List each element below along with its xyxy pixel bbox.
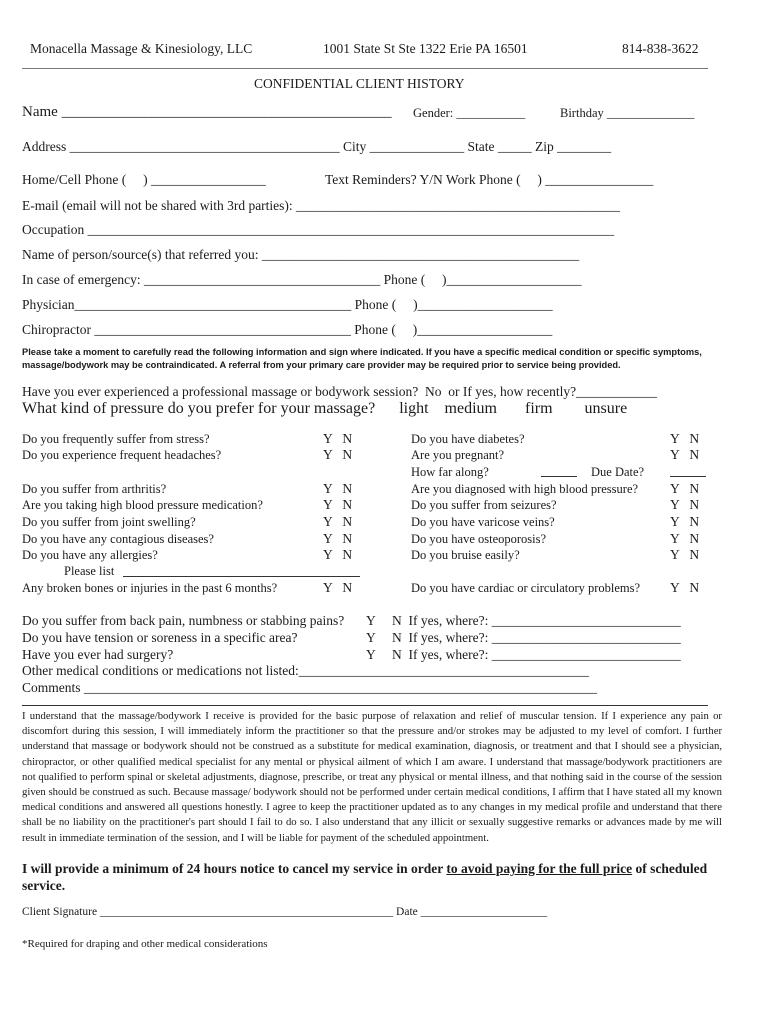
question-arthritis: Do you suffer from arthritis? bbox=[22, 482, 167, 496]
how-far-line[interactable] bbox=[541, 476, 577, 477]
question-back-pain: Do you suffer from back pain, numbness or stabbing pains? bbox=[22, 613, 345, 628]
question-due-date: Due Date? bbox=[591, 465, 645, 479]
cancellation-emphasis: to avoid paying for the full price bbox=[446, 861, 633, 876]
header-divider bbox=[22, 68, 708, 69]
allergies-list-label: Please list bbox=[64, 564, 115, 578]
address-field[interactable]: Address ________________________________________ City ______________ State _____ Zip ________ bbox=[22, 139, 612, 154]
yn-bp-medication[interactable]: Y N bbox=[323, 497, 353, 512]
question-how-far: How far along? bbox=[411, 465, 489, 479]
yn-varicose[interactable]: Y N bbox=[670, 514, 700, 529]
chiropractor-field[interactable]: Chiropractor ______________________________________ Phone ( )____________________ bbox=[22, 322, 553, 337]
home-phone-field[interactable]: Home/Cell Phone ( ) _________________ bbox=[22, 172, 266, 187]
footnote: *Required for draping and other medical considerations bbox=[22, 938, 268, 950]
cancellation-policy: I will provide a minimum of 24 hours notice to cancel my service in order to avoid paying for the full price of scheduled service. bbox=[22, 861, 708, 893]
question-high-bp: Are you diagnosed with high blood pressure? bbox=[411, 482, 639, 496]
question-allergies: Do you have any allergies? bbox=[22, 548, 158, 562]
question-osteoporosis: Do you have osteoporosis? bbox=[411, 532, 547, 546]
emergency-field[interactable]: In case of emergency: ___________________________________ Phone ( )____________________ bbox=[22, 272, 582, 287]
other-conditions-field[interactable]: Other medical conditions or medications not listed:___________________________________________ bbox=[22, 663, 589, 678]
text-reminders-field[interactable]: Text Reminders? Y/N Work Phone ( ) ________________ bbox=[325, 172, 654, 187]
allergies-list-line[interactable] bbox=[123, 576, 360, 577]
if-yes-surgery[interactable]: N If yes, where?: ____________________________ bbox=[392, 647, 681, 662]
comments-line[interactable] bbox=[22, 705, 708, 706]
prior-massage-question[interactable]: Have you ever experienced a professional massage or bodywork session? No or If yes, how recently?____________ bbox=[22, 384, 658, 399]
yn-allergies[interactable]: Y N bbox=[323, 547, 353, 562]
question-surgery: Have you ever had surgery? bbox=[22, 647, 174, 662]
question-bp-medication: Are you taking high blood pressure medication? bbox=[22, 498, 263, 512]
name-field[interactable]: Name ____________________________________________ bbox=[22, 104, 392, 120]
question-stress: Do you frequently suffer from stress? bbox=[22, 432, 210, 446]
business-address: 1001 State St Ste 1322 Erie PA 16501 bbox=[323, 41, 528, 56]
yn-seizures[interactable]: Y N bbox=[670, 497, 700, 512]
if-yes-back-pain[interactable]: N If yes, where?: ____________________________ bbox=[392, 613, 681, 628]
yn-high-bp[interactable]: Y N bbox=[670, 481, 700, 496]
question-varicose: Do you have varicose veins? bbox=[411, 515, 555, 529]
yn-pregnant[interactable]: Y N bbox=[670, 447, 700, 462]
yn-stress[interactable]: Y N bbox=[323, 431, 353, 446]
business-phone: 814-838-3622 bbox=[622, 41, 699, 56]
form-title: CONFIDENTIAL CLIENT HISTORY bbox=[254, 76, 465, 91]
question-joint-swelling: Do you suffer from joint swelling? bbox=[22, 515, 196, 529]
question-tension: Do you have tension or soreness in a specific area? bbox=[22, 630, 298, 645]
if-yes-tension[interactable]: N If yes, where?: ____________________________ bbox=[392, 630, 681, 645]
yn-bruise[interactable]: Y N bbox=[670, 547, 700, 562]
occupation-field[interactable]: Occupation ______________________________________________________________________________ bbox=[22, 222, 615, 237]
question-bruise: Do you bruise easily? bbox=[411, 548, 520, 562]
yn-joint-swelling[interactable]: Y N bbox=[323, 514, 353, 529]
question-pregnant: Are you pregnant? bbox=[411, 448, 505, 462]
referred-field[interactable]: Name of person/source(s) that referred you: _______________________________________________ bbox=[22, 247, 580, 262]
yn-contagious[interactable]: Y N bbox=[323, 531, 353, 546]
pressure-question[interactable]: What kind of pressure do you prefer for your massage? light medium firm unsure bbox=[22, 400, 628, 417]
due-date-line[interactable] bbox=[670, 476, 706, 477]
question-diabetes: Do you have diabetes? bbox=[411, 432, 525, 446]
medical-notice: Please take a moment to carefully read the following information and sign where indicated. If you have a specific medical condition or specific symptoms, massage/bodywork may be contraindicated. A referral from your primary care provider may be required prior to service being provided. bbox=[22, 347, 702, 370]
gender-field[interactable]: Gender: ___________ bbox=[413, 106, 526, 120]
question-cardiac: Do you have cardiac or circulatory problems? bbox=[411, 581, 641, 595]
comments-field[interactable]: Comments ____________________________________________________________________________ bbox=[22, 680, 597, 695]
yn-headaches[interactable]: Y N bbox=[323, 447, 353, 462]
question-headaches: Do you experience frequent headaches? bbox=[22, 448, 222, 462]
physician-field[interactable]: Physician_________________________________________ Phone ( )____________________ bbox=[22, 297, 553, 312]
yn-diabetes[interactable]: Y N bbox=[670, 431, 700, 446]
signature-field[interactable]: Client Signature ___________________________________________________ Date ______________________ bbox=[22, 906, 548, 918]
yn-osteoporosis[interactable]: Y N bbox=[670, 531, 700, 546]
question-broken-bones: Any broken bones or injuries in the past 6 months? bbox=[22, 581, 278, 595]
birthday-field[interactable]: Birthday ______________ bbox=[560, 106, 695, 120]
yn-cardiac[interactable]: Y N bbox=[670, 580, 700, 595]
yn-broken-bones[interactable]: Y N bbox=[323, 580, 353, 595]
question-seizures: Do you suffer from seizures? bbox=[411, 498, 557, 512]
consent-paragraph: I understand that the massage/bodywork I receive is provided for the basic purpose of relaxation and relief of muscular tension. If I experience any pain or discomfort during this session, I will immediately inform the practitioner so that the pressure and/or strokes may be adjusted to my level of comfort. I further understand that massage or bodywork should not be construed as a substitute for medical examination, diagnosis, or treatment and that I should see a physician, chiropractor, or other qualified medical specialist for any mental or physical ailment of which I am aware. I understand that massage/bodywork practitioners are not qualified to perform spinal or skeletal adjustments, diagnose, prescribe, or treat any physical or mental illness, and that nothing said in the course of the session given should be construed as such. Because massage/ bodywork should not be performed under certain medical conditions, I affirm that I have stated all my known medical conditions and answered all questions honestly. I agree to keep the practitioner updated as to any changes in my medical profile and understand that there shall be no liability on the practitioner's part should I fail to do so. I also understand that any illicit or sexually suggestive remarks or advances made by me will result in immediate termination of the session, and I will be liable for payment of the scheduled appointment. bbox=[22, 710, 722, 844]
yn-arthritis[interactable]: Y N bbox=[323, 481, 353, 496]
email-field[interactable]: E-mail (email will not be shared with 3rd parties): ________________________________________________ bbox=[22, 198, 621, 213]
question-contagious: Do you have any contagious diseases? bbox=[22, 532, 214, 546]
business-name: Monacella Massage & Kinesiology, LLC bbox=[30, 41, 253, 56]
